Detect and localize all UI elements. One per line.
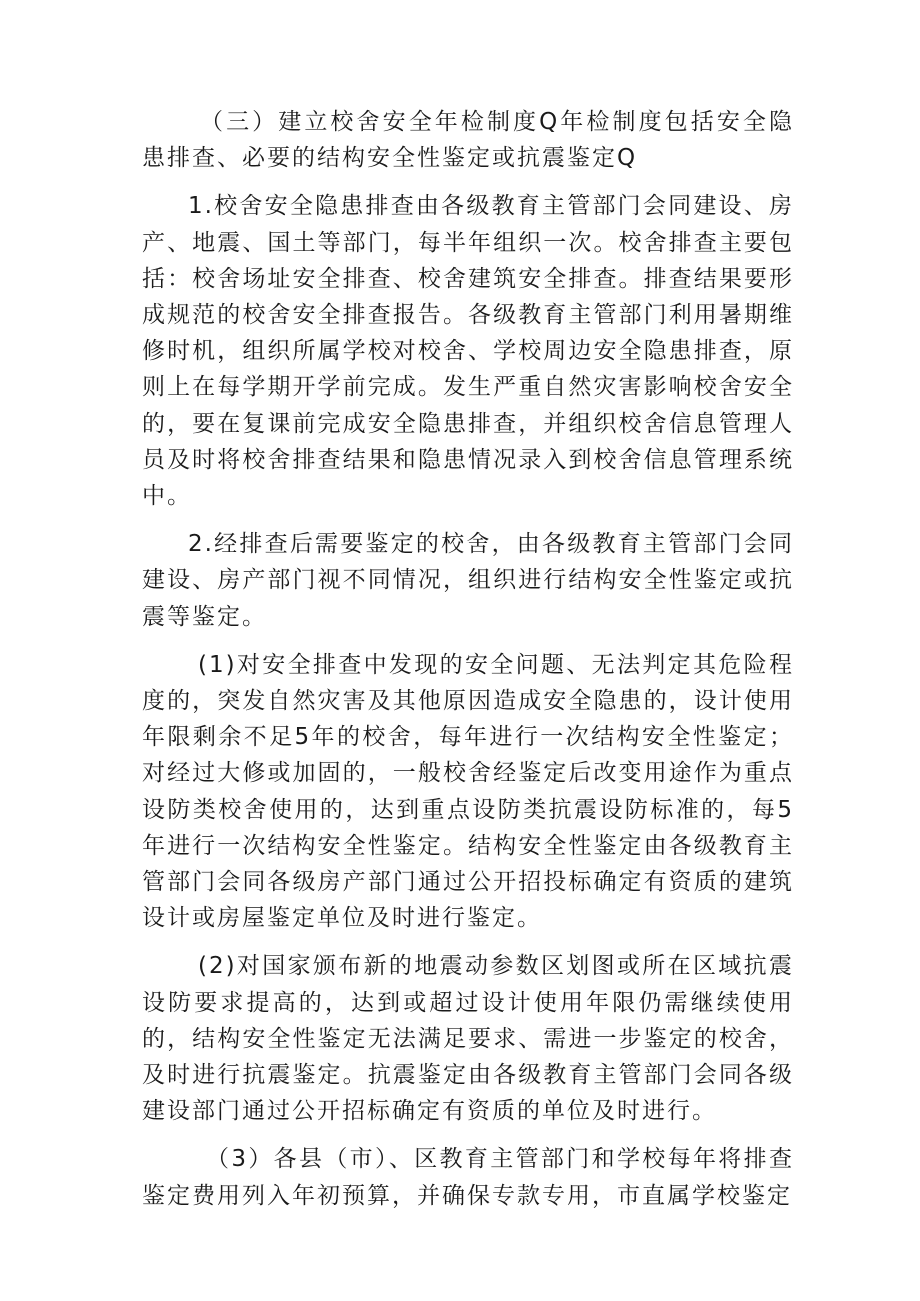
section-heading-paragraph: （三）建立校舍安全年检制度Q年检制度包括安全隐患排查、必要的结构安全性鉴定或抗震鉴定Q: [142, 109, 794, 172]
subitem-1-paragraph: (1)对安全排查中发现的安全问题、无法判定其危险程度的，突发自然灾害及其他原因造成安全隐患的，设计使用年限剩余不足5年的校舍，每年进行一次结构安全性鉴定；对经过大修或加固的，一般校舍经鉴定后改变用途作为重点设防类校舍使用的，达到重点设防类抗震设防标准的，每5年进行一次结构安全性鉴定。结构安全性鉴定由各级教育主管部门会同各级房产部门通过公开招投标确定有资质的建筑设计或房屋鉴定单位及时进行鉴定。: [142, 651, 794, 932]
subitem-2-paragraph: (2)对国家颁布新的地震动参数区划图或所在区域抗震设防要求提高的，达到或超过设计使用年限仍需继续使用的，结构安全性鉴定无法满足要求、需进一步鉴定的校舍，及时进行抗震鉴定。抗震鉴定由各级教育主管部门会同各级建设部门通过公开招标确定有资质的单位及时进行。: [142, 953, 794, 1125]
item-1-paragraph: 1.校舍安全隐患排查由各级教育主管部门会同建设、房产、地震、国土等部门，每半年组织一次。校舍排查主要包括：校舍场址安全排查、校舍建筑安全排查。排查结果要形成规范的校舍安全排查报告。各级教育主管部门利用暑期维修时机，组织所属学校对校舍、学校周边安全隐患排查，原则上在每学期开学前完成。发生严重自然灾害影响校舍安全的，要在复课前完成安全隐患排查，并组织校舍信息管理人员及时将校舍排查结果和隐患情况录入到校舍信息管理系统中。: [142, 193, 794, 510]
subitem-3-paragraph: （3）各县（市）、区教育主管部门和学校每年将排查鉴定费用列入年初预算，并确保专款专用，市直属学校鉴定: [142, 1146, 794, 1209]
item-2-paragraph: 2.经排查后需要鉴定的校舍，由各级教育主管部门会同建设、房产部门视不同情况，组织进行结构安全性鉴定或抗震等鉴定。: [142, 531, 794, 630]
document-page: [142, 104, 794, 1226]
